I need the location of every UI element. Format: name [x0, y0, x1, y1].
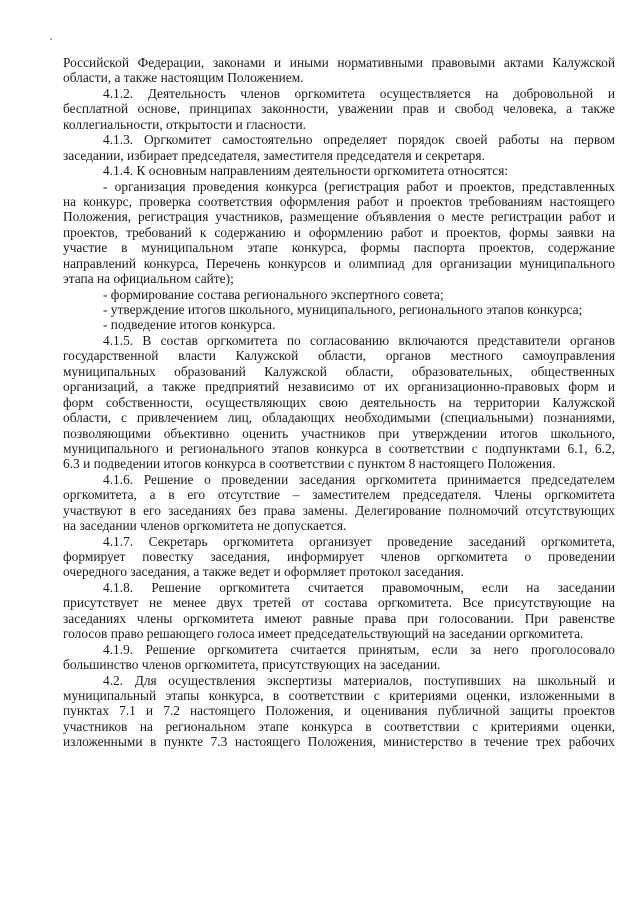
document-text-line: форм собственности, осуществляющих свою деятельность на территории Калужской [63, 394, 615, 410]
document-text-line: участников на региональном этапе конкурса в соответствии с критериями оценки, [63, 718, 615, 734]
document-text-line: 4.1.7. Секретарь оргкомитета организует проведение заседаний оргкомитета, [103, 533, 615, 549]
document-text-line: государственной власти Калужской области, органов местного самоуправления [63, 348, 615, 364]
document-text-line: 4.1.4. К основным направлениям деятельности оргкомитета относятся: [103, 163, 509, 179]
document-text-line: формирует повестку заседания, информирует членов оргкомитета о проведении [63, 549, 615, 564]
document-text-line: 6.3 и подведении итогов конкурса в соответствии с пунктом 8 настоящего Положения. [63, 456, 556, 472]
document-text-line: муниципальный этапы конкурса, в соответствии с критериями оценки, изложенными в [63, 687, 615, 703]
document-text-line: оргкомитета, а в его отсутствие – заместителем председателя. Члены оргкомитета [63, 487, 615, 503]
document-text-line: изложенными в пункте 7.3 настоящего Положения, министерство в течение трех рабочих [63, 734, 615, 750]
document-text-line: коллегиальности, открытости и гласности. [63, 116, 306, 132]
document-text-line: участвуют в его заседаниях без права замены. Делегирование полномочий отсутствующих [63, 502, 615, 518]
document-text-line: области, с привлечением лиц, обладающих необходимыми (специальными) познаниями, [63, 410, 615, 426]
document-text-line: позволяющими объективно оценить участников при утверждении итогов школьного, [63, 425, 615, 441]
document-text-line: присутствует не менее двух третей от состава оргкомитета. Все присутствующие на [63, 595, 615, 611]
document-text-line: на заседании членов оргкомитета не допускается. [63, 518, 347, 534]
document-text-line: заседании, избирает председателя, заместителя председателя и секретаря. [63, 147, 485, 163]
document-text-line: - формирование состава регионального экспертного совета; [103, 286, 444, 302]
document-text-line: на конкурс, проверка соответствия оформления работ и проектов требованиям настоящего [63, 193, 615, 209]
document-text-line: пунктах 7.1 и 7.2 настоящего Положения, и оценивания публичной защиты проектов [63, 703, 615, 719]
document-text-line: муниципальных образований Калужской области, образовательных, общественных [63, 363, 615, 379]
document-text-line: Российской Федерации, законами и иными нормативными правовыми актами Калужской [63, 55, 615, 70]
document-text-line: большинство членов оргкомитета, присутствующих на заседании. [63, 657, 441, 673]
document-text-line: муниципального и регионального этапов конкурса в соответствии с подпунктами 6.1, 6.2, [63, 440, 615, 456]
document-text-body [63, 55, 615, 750]
document-text-line: бесплатной основе, принципах законности, уважении прав и свобод человека, а также [63, 101, 615, 117]
document-text-line: - утверждение итогов школьного, муниципального, регионального этапов конкурса; [103, 302, 583, 317]
document-text-line: участие в муниципальном этапе конкурса, формы паспорта проектов, содержание [63, 240, 615, 256]
document-text-line: Положения, регистрация участников, размещение объявления о месте регистрации работ и [63, 209, 615, 225]
document-text-line: 4.1.6. Решение о проведении заседания оргкомитета принимается председателем [103, 471, 615, 487]
document-text-line: 4.1.5. В состав оргкомитета по согласованию включаются представители органов [103, 332, 615, 348]
document-text-line: 4.1.8. Решение оргкомитета считается правомочным, если на заседании [103, 579, 615, 595]
document-text-line: направлений конкурса, Перечень конкурсов и олимпиад для организации муниципального [63, 255, 615, 271]
document-text-line: заседаниях члены оргкомитета имеют равные права при голосовании. При равенстве [63, 610, 615, 626]
document-text-line: 4.1.3. Оргкомитет самостоятельно определяет порядок своей работы на первом [103, 132, 615, 148]
document-text-line: проектов, требований к содержанию и оформлению работ и проектов, формы заявки на [63, 224, 615, 240]
document-text-line: - подведение итогов конкурса. [103, 317, 276, 333]
document-text-line: 4.2. Для осуществления экспертизы материалов, поступивших на школьный и [103, 672, 615, 688]
document-text-line: области, а также настоящим Положением. [63, 70, 304, 86]
document-text-line: 4.1.2. Деятельность членов оргкомитета осуществляется на добровольной и [103, 85, 615, 101]
document-text-line: очередного заседания, а также ведет и оформляет протокол заседания. [63, 564, 464, 580]
document-text-line: этапа на официальном сайте); [63, 271, 234, 287]
document-text-line: организаций, а также предприятий независимо от их организационно-правовых форм и [63, 379, 615, 395]
scan-artifact-dot [50, 38, 52, 40]
document-text-line: - организация проведения конкурса (регистрация работ и проектов, представленных [103, 178, 615, 194]
document-text-line: голосов право решающего голоса имеет председательствующий на заседании оргкомитета. [63, 626, 584, 642]
document-text-line: 4.1.9. Решение оргкомитета считается принятым, если за него проголосовало [103, 641, 615, 657]
